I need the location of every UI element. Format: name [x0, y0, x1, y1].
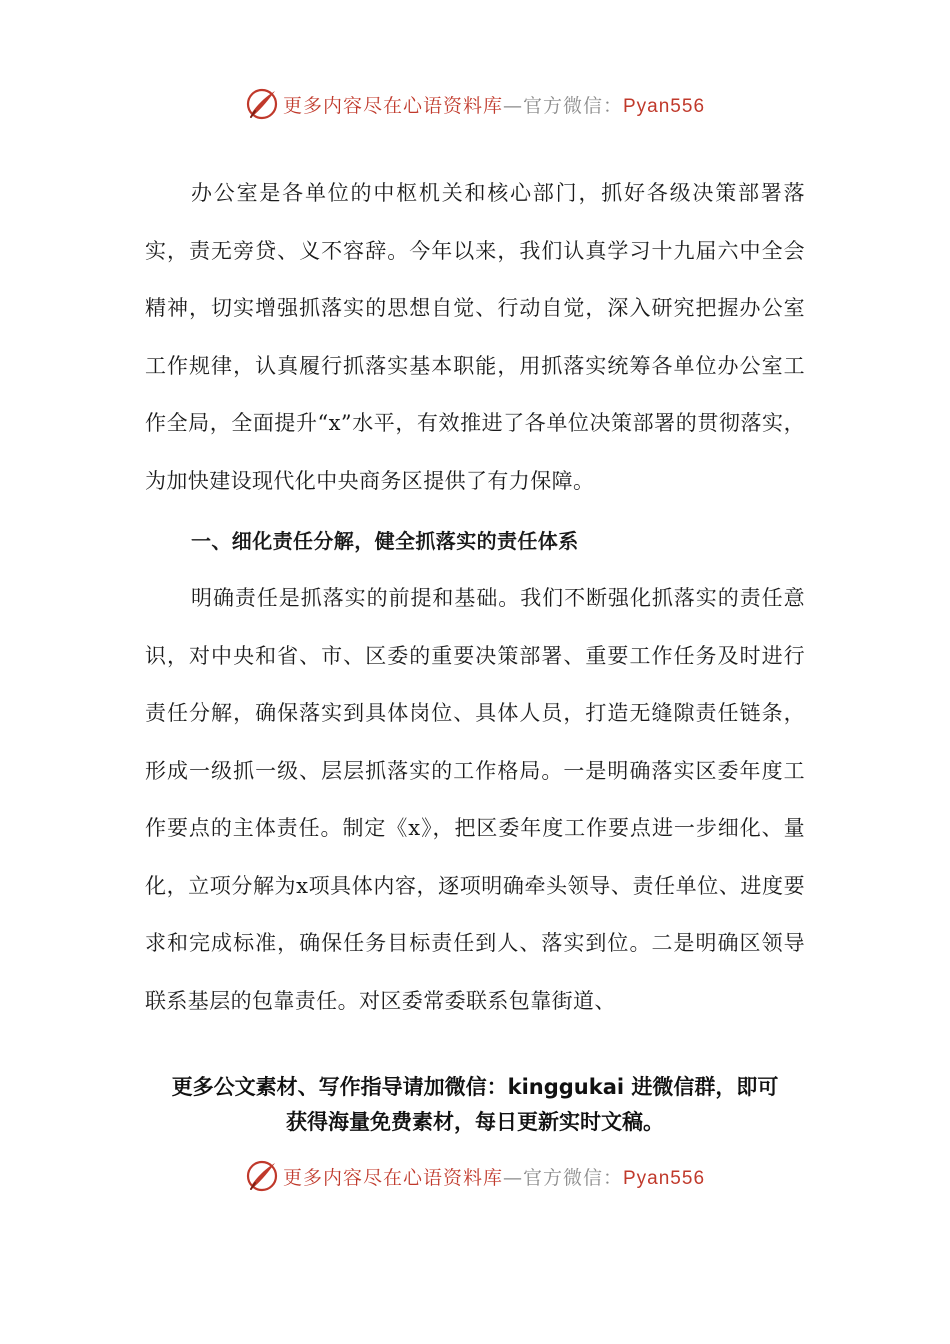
quill-logo-icon — [245, 1159, 279, 1193]
footer-banner-wechat-label: 官方微信： — [522, 1166, 623, 1189]
header-banner — [0, 84, 950, 124]
footer-banner — [0, 1156, 950, 1196]
footer-banner-title: 更多内容尽在心语资料库 — [282, 1166, 503, 1189]
promo-line-2: 获得海量免费素材，每日更新实时文稿。 — [286, 1110, 664, 1134]
footer-banner-text — [283, 1163, 705, 1190]
intro-paragraph: 办公室是各单位的中枢机关和核心部门，抓好各级决策部署落实，责无旁贷、义不容辞。今年以来，我们认真学习十九届六中全会精神，切实增强抓落实的思想自觉、行动自觉，深入研究把握办公室工作规律，认真履行抓落实基本职能，用抓落实统筹各单位办公室工作全局，全面提升“x”水平，有效推进了各单位决策部署的贯彻落实，为加快建设现代化中央商务区提供了有力保障。 — [145, 181, 805, 493]
header-banner-title: 更多内容尽在心语资料库 — [282, 94, 503, 117]
header-banner-wechat-label: 官方微信： — [522, 94, 623, 117]
footer-banner-dash: — — [502, 1166, 523, 1189]
promo-notice — [100, 1070, 850, 1140]
quill-logo-icon — [245, 87, 279, 121]
footer-banner-wechat-id: Pyan556 — [623, 1167, 706, 1189]
promo-line-1: 更多公文素材、写作指导请加微信：kinggukai 进微信群，即可 — [171, 1075, 779, 1099]
header-banner-text — [283, 91, 705, 118]
section-heading: 一、细化责任分解，健全抓落实的责任体系 — [191, 529, 579, 553]
header-banner-dash: — — [502, 94, 523, 117]
section-paragraph: 明确责任是抓落实的前提和基础。我们不断强化抓落实的责任意识，对中央和省、市、区委的重要决策部署、重要工作任务及时进行责任分解，确保落实到具体岗位、具体人员，打造无缝隙责任链条，形成一级抓一级、层层抓落实的工作格局。一是明确落实区委年度工作要点的主体责任。制定《x》，把区委年度工作要点进一步细化、量化，立项分解为x项具体内容，逐项明确牵头领导、责任单位、进度要求和完成标准，确保任务目标责任到人、落实到位。二是明确区领导联系基层的包靠责任。对区委常委联系包靠街道、 — [145, 586, 805, 1013]
header-banner-wechat-id: Pyan556 — [623, 95, 706, 117]
article-body — [145, 165, 805, 1030]
